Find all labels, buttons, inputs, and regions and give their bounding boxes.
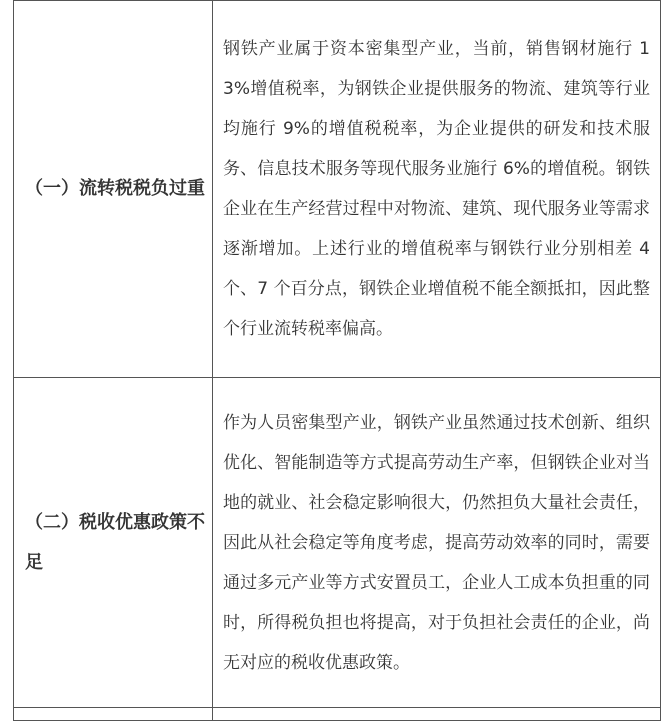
row-heading: （一）流转税税负过重 xyxy=(25,178,205,199)
empty-cell xyxy=(14,708,213,721)
row-heading-cell xyxy=(14,1,213,378)
table-row xyxy=(14,378,661,708)
table-row xyxy=(14,1,661,378)
policy-table xyxy=(13,0,661,721)
table-row-partial xyxy=(14,708,661,721)
row-content-cell xyxy=(213,1,661,378)
row-heading: （二）税收优惠政策不足 xyxy=(25,511,205,573)
row-content: 作为人员密集型产业，钢铁产业虽然通过技术创新、组织优化、智能制造等方式提高劳动生产率，但钢铁企业对当地的就业、社会稳定影响很大，仍然担负大量社会责任，因此从社会稳定等角度考虑，提高劳动效率的同时，需要通过多元产业等方式安置员工，企业人工成本负担重的同时，所得税负担也将提高，对于负担社会责任的企业，尚无对应的税收优惠政策。 xyxy=(223,412,650,673)
row-content-cell xyxy=(213,378,661,708)
row-content: 钢铁产业属于资本密集型产业，当前，销售钢材施行 13%增值税率，为钢铁企业提供服务的物流、建筑等行业均施行 9%的增值税税率，为企业提供的研发和技术服务、信息技术服务等现代服务业施行 6%的增值税。钢铁企业在生产经营过程中对物流、建筑、现代服务业等需求逐渐增加。上述行业的增值税率与钢铁行业分别相差 4 个、7 个百分点，钢铁企业增值税不能全额抵扣，因此整个行业流转税率偏高。 xyxy=(223,39,650,339)
row-heading-cell xyxy=(14,378,213,708)
empty-cell xyxy=(213,708,661,721)
